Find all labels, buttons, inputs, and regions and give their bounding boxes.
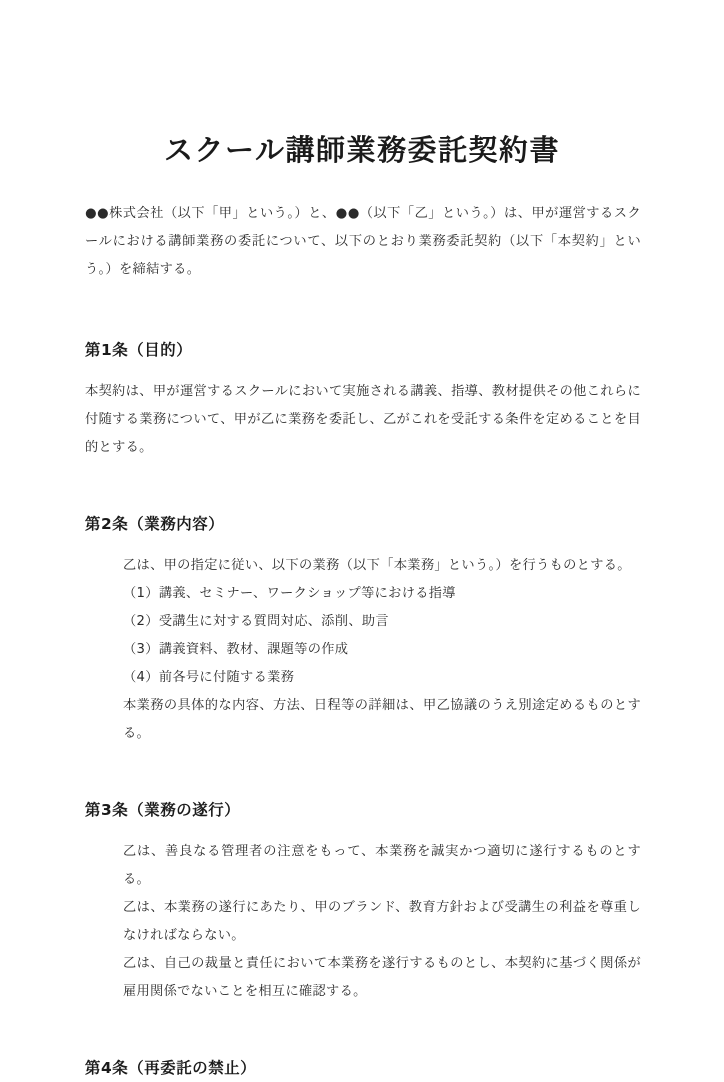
article-2-content [123, 552, 641, 748]
document-body [85, 200, 641, 1082]
article-3-paragraph: 乙は、自己の裁量と責任において本業務を遂行するものとし、本契約に基づく関係が雇用関係でないことを相互に確認する。 [123, 956, 641, 999]
article-3 [85, 796, 641, 1006]
list-item: （1）講義、セミナー、ワークショップ等における指導 [123, 586, 456, 601]
article-1 [85, 336, 641, 462]
spacer [85, 824, 641, 838]
spacer [85, 748, 641, 796]
article-2-closing: 本業務の具体的な内容、方法、日程等の詳細は、甲乙協議のうえ別途定めるものとする。 [123, 698, 641, 741]
spacer [85, 462, 641, 510]
article-2-lead: 乙は、甲の指定に従い、以下の業務（以下「本業務」という。）を行うものとする。 [123, 558, 631, 573]
list-item: （4）前各号に付随する業務 [123, 670, 295, 685]
article-4-heading: 第4条（再委託の禁止） [85, 1059, 257, 1077]
article-3-paragraph: 乙は、善良なる管理者の注意をもって、本業務を誠実かつ適切に遂行するものとする。 [123, 844, 641, 887]
article-3-content [123, 838, 641, 1006]
article-2 [85, 510, 641, 748]
spacer [85, 1006, 641, 1054]
spacer [85, 364, 641, 378]
spacer [85, 284, 641, 336]
article-2-heading: 第2条（業務内容） [85, 515, 225, 533]
list-item: （3）講義資料、教材、課題等の作成 [123, 642, 349, 657]
spacer [85, 538, 641, 552]
article-1-heading: 第1条（目的） [85, 341, 193, 359]
article-4 [85, 1054, 641, 1082]
article-3-paragraph: 乙は、本業務の遂行にあたり、甲のブランド、教育方針および受講生の利益を尊重しなければならない。 [123, 900, 641, 943]
article-1-body: 本契約は、甲が運営するスクールにおいて実施される講義、指導、教材提供その他これらに付随する業務について、甲が乙に業務を委託し、乙がこれを受託する条件を定めることを目的とする。 [85, 384, 641, 455]
preamble-paragraph: ●●株式会社（以下「甲」という。）と、●●（以下「乙」という。）は、甲が運営するスクールにおける講師業務の委託について、以下のとおり業務委託契約（以下「本契約」という。）を締結する。 [85, 206, 641, 277]
page-title: スクール講師業務委託契約書 [164, 133, 560, 168]
article-3-heading: 第3条（業務の遂行） [85, 801, 241, 819]
list-item: （2）受講生に対する質問対応、添削、助言 [123, 614, 389, 629]
